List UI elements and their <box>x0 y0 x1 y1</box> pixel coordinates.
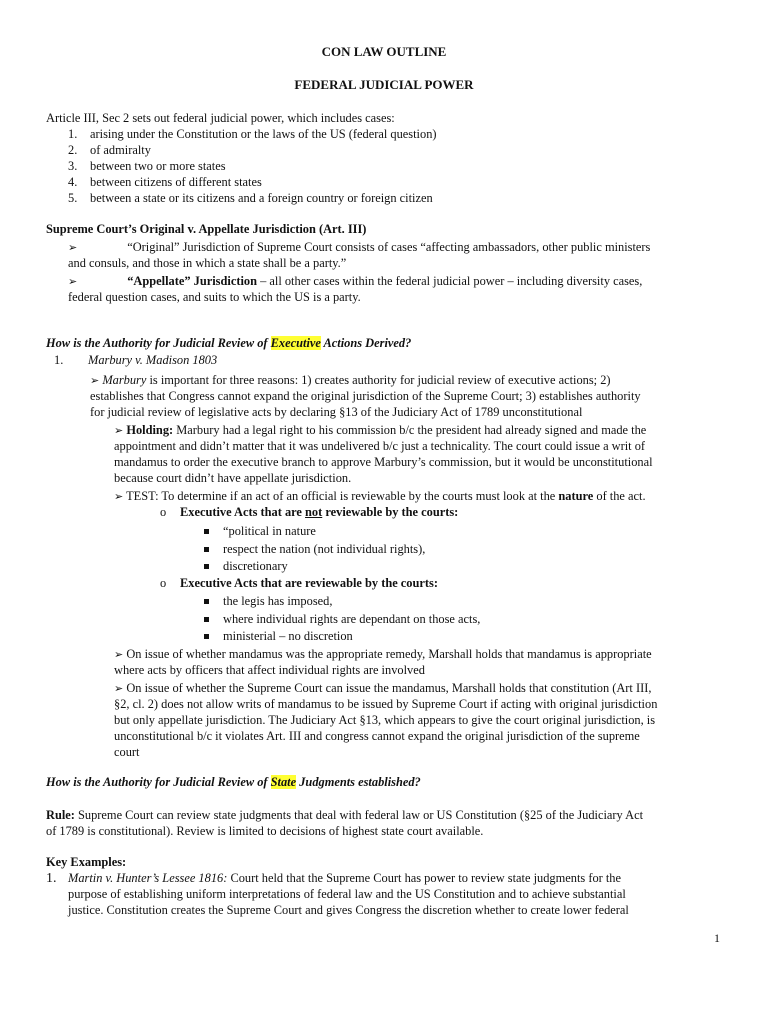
mandamus-issue: but only appellate jurisdiction. The Judiciary Act §13, which appears to give the court original jurisdiction, is <box>114 713 656 727</box>
arrow-bullet-icon: ➢ <box>68 242 78 254</box>
mandamus-issue: §2, cl. 2) does not allow writs of mandamus to be issued by Supreme Court if acting with original jurisdiction <box>114 697 658 711</box>
original-jurisdiction-line: and consuls, and those in which a state shall be a party.” <box>68 256 347 270</box>
rule-text: Rule: Supreme Court can review state judgments that deal with federal law or US Constitution (§25 of the Judiciary Act <box>46 808 644 822</box>
section-heading-jurisdiction: Supreme Court’s Original v. Appellate Jurisdiction (Art. III) <box>46 222 367 236</box>
page-title: CON LAW OUTLINE <box>321 44 447 59</box>
list-item: the legis has imposed, <box>204 593 332 609</box>
square-bullet-icon <box>204 599 209 604</box>
mandamus-issue: court <box>114 745 140 759</box>
mandamus-issue: unconstitutional b/c it violates Art. III and congress cannot expand the original jurisdiction of the supreme <box>114 729 640 743</box>
square-bullet-icon <box>204 564 209 569</box>
intro-item: 4. between citizens of different states <box>68 175 262 189</box>
page-number: 1 <box>714 931 720 945</box>
arrow-bullet-icon: ➢ <box>114 649 124 661</box>
marbury-holding: ➢ Holding: Marbury had a legal right to his commission b/c the president had already signed and made the <box>114 423 647 437</box>
marbury-reasons: establishes that Congress cannot expand the original jurisdiction of the Supreme Court; 3) establishes authority <box>90 389 641 403</box>
marbury-reasons: ➢ Marbury is important for three reasons: 1) creates authority for judicial review of executive actions; 2) <box>90 373 611 387</box>
not-reviewable-heading: o Executive Acts that are not reviewable by the courts: <box>160 505 459 519</box>
highlight: Executive <box>270 336 321 350</box>
reviewable-heading: o Executive Acts that are reviewable by the courts: <box>160 576 438 590</box>
rule-text: of 1789 is constitutional). Review is limited to decisions of highest state court available. <box>46 824 484 838</box>
arrow-bullet-icon: ➢ <box>68 276 78 288</box>
arrow-bullet-icon: ➢ <box>114 491 124 503</box>
key-examples-heading: Key Examples: <box>46 855 127 869</box>
example-martin: 1. Martin v. Hunter’s Lessee 1816: Court held that the Supreme Court has power to review state judgments for the <box>46 871 622 886</box>
square-bullet-icon <box>204 547 209 552</box>
intro-lead: Article III, Sec 2 sets out federal judicial power, which includes cases: <box>46 111 395 125</box>
arrow-bullet-icon: ➢ <box>90 375 100 387</box>
arrow-bullet-icon: ➢ <box>114 683 124 695</box>
intro-item: 5. between a state or its citizens and a foreign country or foreign citizen <box>68 191 433 205</box>
intro-item: 1. arising under the Constitution or the laws of the US (federal question) <box>68 127 437 141</box>
marbury-reasons: for judicial review of legislative acts by declaring §13 of the Judiciary Act of 1789 unconstitutional <box>90 405 583 419</box>
highlight: State <box>270 775 297 789</box>
marbury-test: ➢ TEST: To determine if an act of an official is reviewable by the courts must look at the nature of the act. <box>114 489 646 503</box>
mandamus-remedy: where acts by officers that affect individual rights are involved <box>114 663 425 677</box>
marbury-holding: because court didn’t have appellate jurisdiction. <box>114 471 352 485</box>
square-bullet-icon <box>204 529 209 534</box>
section-heading-executive: How is the Authority for Judicial Review of Executive Actions Derived? <box>46 336 412 350</box>
square-bullet-icon <box>204 634 209 639</box>
section-heading-state: How is the Authority for Judicial Review of State Judgments established? <box>46 775 421 789</box>
arrow-bullet-icon: ➢ <box>114 425 124 437</box>
square-bullet-icon <box>204 617 209 622</box>
appellate-jurisdiction-line: ➢ “Appellate” Jurisdiction – all other cases within the federal judicial power – including diversity cases, <box>68 274 643 288</box>
list-item: discretionary <box>204 558 288 574</box>
intro-item: 2. of admiralty <box>68 143 151 157</box>
original-jurisdiction-line: ➢ “Original” Jurisdiction of Supreme Court consists of cases “affecting ambassadors, other public ministers <box>68 240 651 254</box>
page-subtitle: FEDERAL JUDICIAL POWER <box>294 77 474 92</box>
list-item: respect the nation (not individual rights), <box>204 541 425 557</box>
appellate-jurisdiction-line: federal question cases, and suits to which the US is a party. <box>68 290 361 304</box>
intro-item: 3. between two or more states <box>68 159 226 173</box>
example-martin: justice. Constitution creates the Supreme Court and gives Congress the discretion whether to create lower federal <box>68 903 629 917</box>
list-item: ministerial – no discretion <box>204 628 353 644</box>
example-martin: purpose of establishing uniform interpretations of federal law and the US Constitution and to achieve substantial <box>68 887 626 901</box>
list-item: “political in nature <box>204 523 316 539</box>
mandamus-remedy: ➢ On issue of whether mandamus was the appropriate remedy, Marshall holds that mandamus is appropriate <box>114 647 652 661</box>
marbury-holding: appointment and didn’t matter that it was undelivered b/c just a technicality. The court could issue a writ of <box>114 439 646 453</box>
marbury-holding: mandamus to order the executive branch to approve Marbury’s commission, but it would be unconstitutional <box>114 455 653 469</box>
mandamus-issue: ➢ On issue of whether the Supreme Court can issue the mandamus, Marshall holds that constitution (Art III, <box>114 681 652 695</box>
list-item: where individual rights are dependant on those acts, <box>204 611 480 627</box>
case-marbury: 1. Marbury v. Madison 1803 <box>54 353 218 367</box>
